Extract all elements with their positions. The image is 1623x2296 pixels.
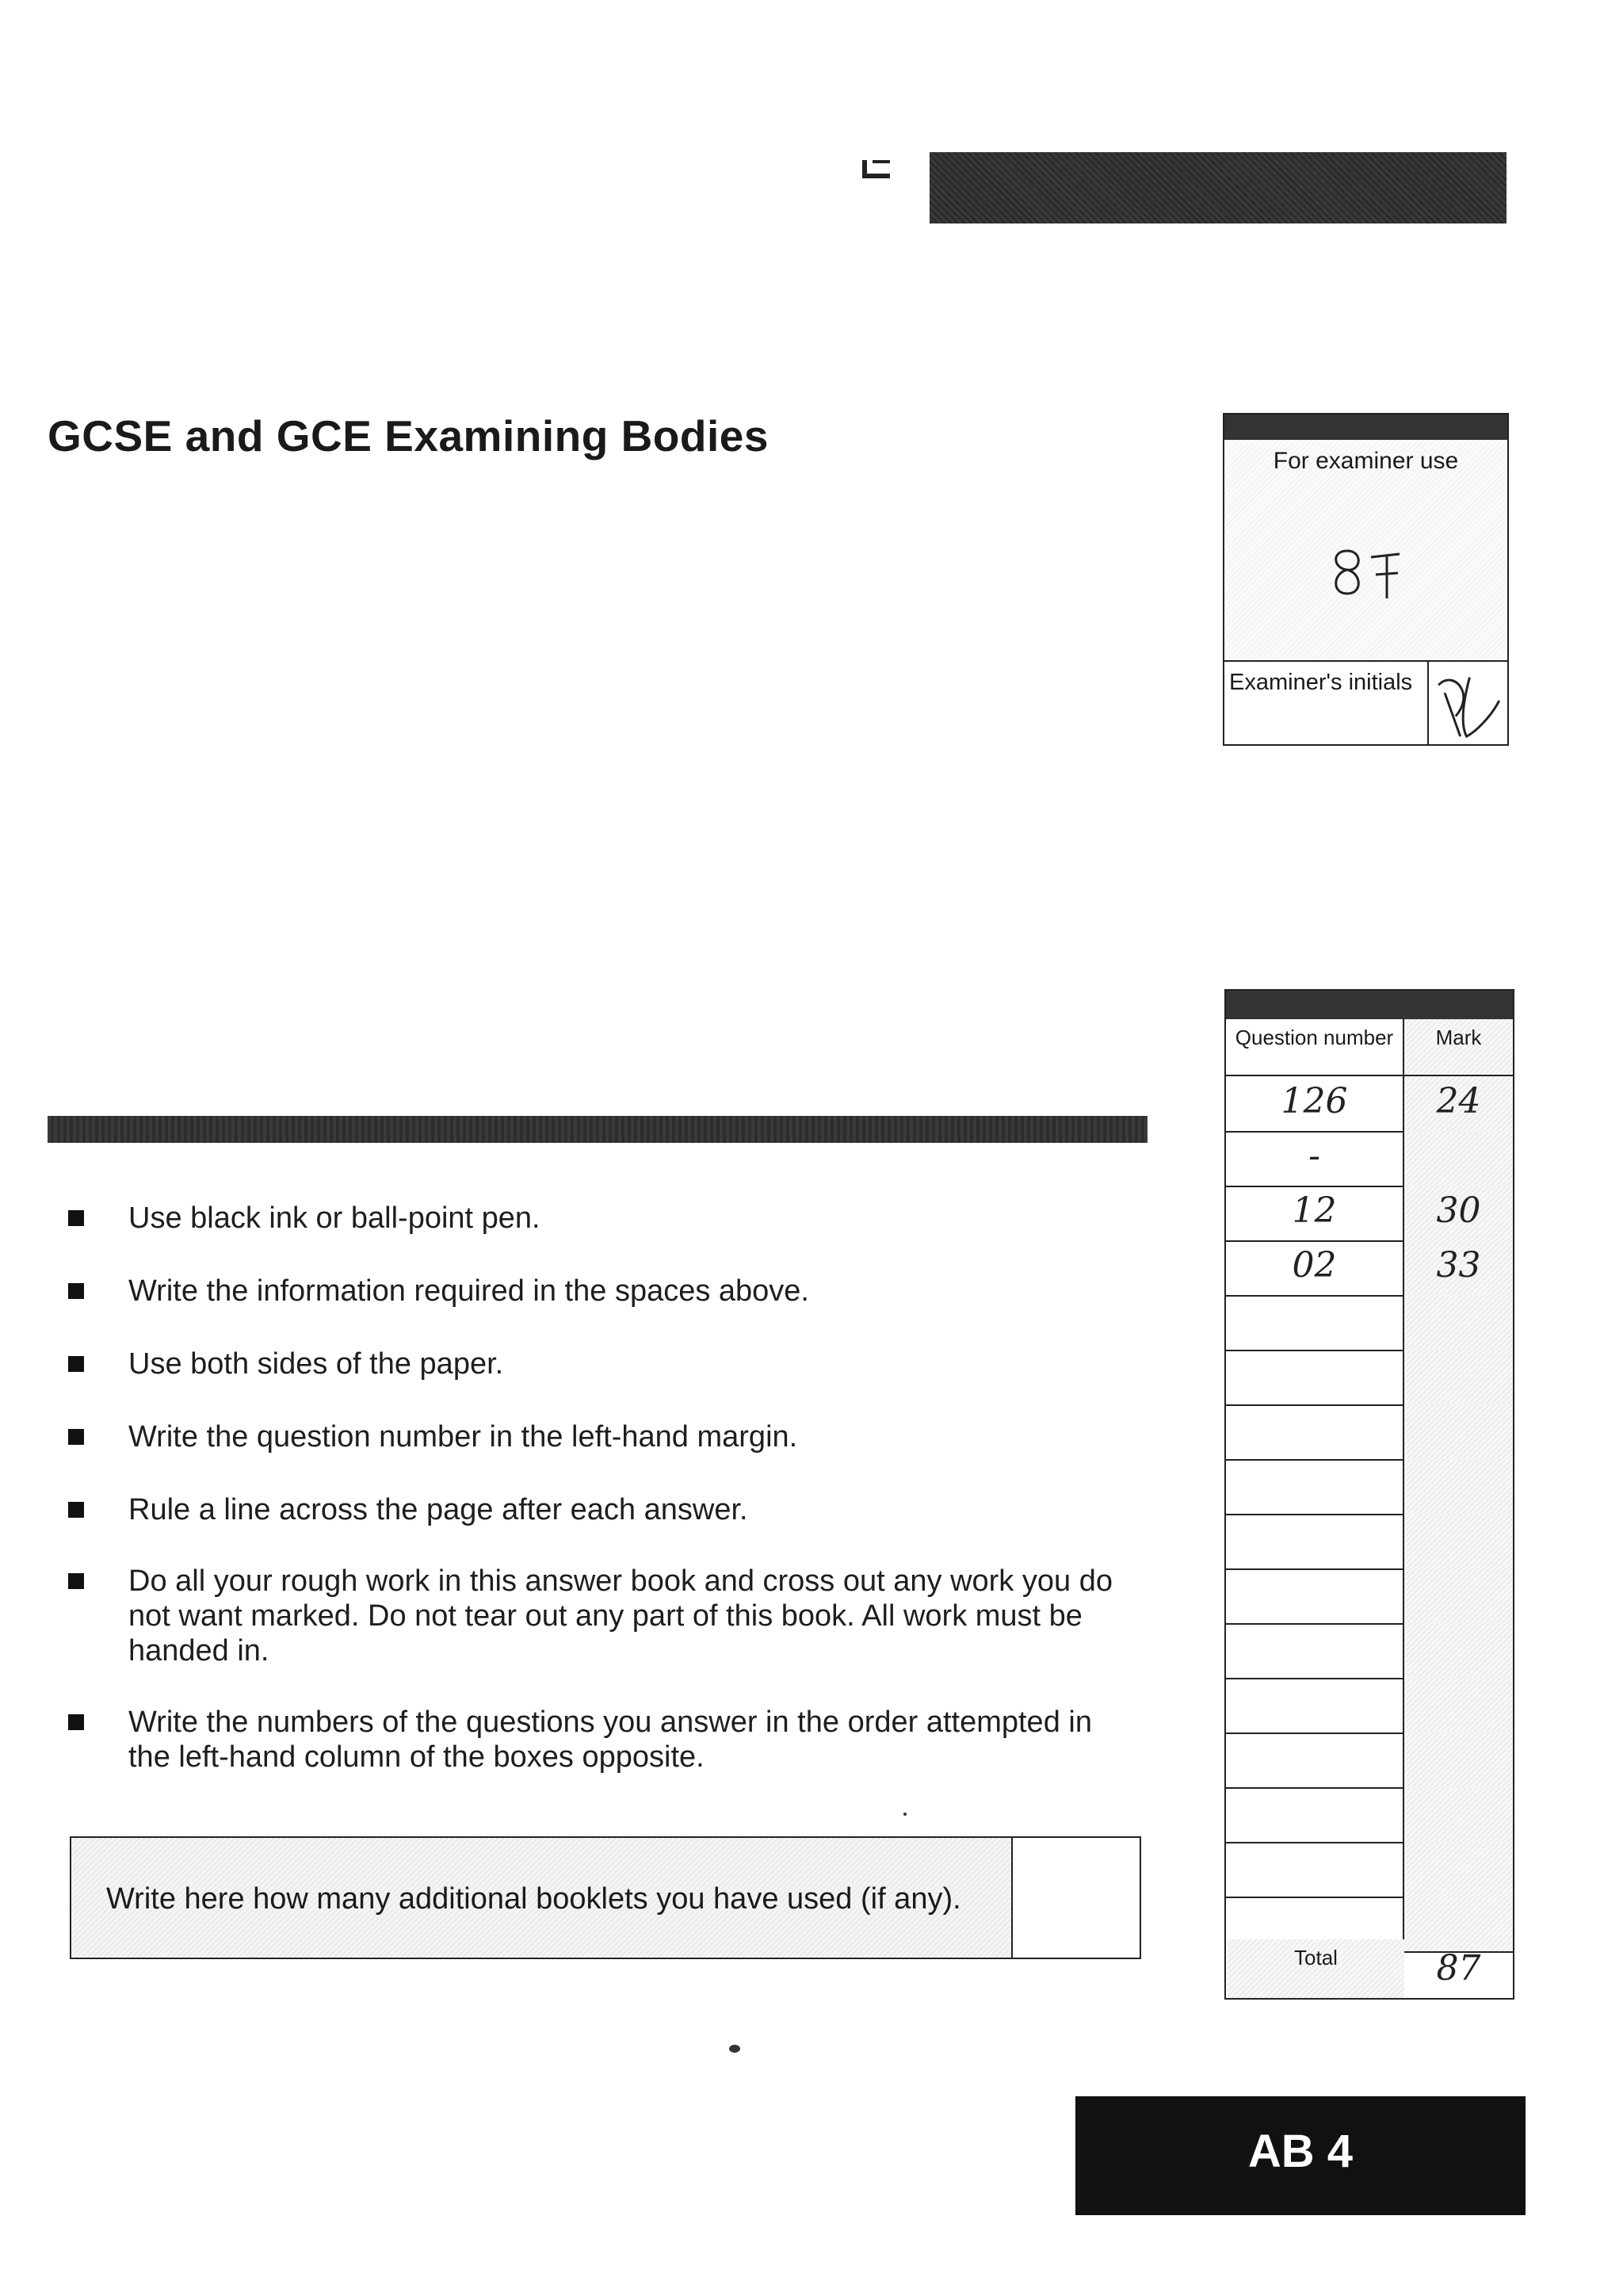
mark-cell[interactable]: 33 <box>1403 1240 1513 1295</box>
mark-cell[interactable]: 24 <box>1403 1076 1513 1131</box>
instruction-text: Do all your rough work in this answer book and cross out any work you do not want marked. Do not tear out any part of this book. All work must be handed in. <box>128 1564 1113 1668</box>
marks-table-row <box>1226 1787 1513 1843</box>
question-number-cell[interactable]: 12 <box>1292 1190 1337 1231</box>
mark-cell[interactable] <box>1403 1568 1513 1623</box>
marks-table-row <box>1226 1240 1513 1297</box>
marks-table-row <box>1226 1842 1513 1898</box>
mark-header: Mark <box>1403 1019 1513 1075</box>
instruction-text: Use both sides of the paper. <box>128 1347 504 1381</box>
instruction-item <box>63 1705 1141 1775</box>
section-divider-bar <box>48 1116 1148 1143</box>
marks-table-row <box>1226 1459 1513 1515</box>
marks-table-row <box>1226 1295 1513 1351</box>
page-title: GCSE and GCE Examining Bodies <box>48 411 769 460</box>
question-number-cell[interactable]: - <box>1308 1136 1320 1176</box>
bullet-icon <box>68 1429 84 1445</box>
question-number-cell[interactable] <box>1226 1678 1403 1733</box>
question-number-cell[interactable] <box>1226 1404 1403 1459</box>
question-number-cell[interactable]: 02 <box>1292 1245 1337 1286</box>
mark-cell[interactable] <box>1403 1514 1513 1568</box>
booklet-code-badge: AB 4 <box>1075 2096 1526 2215</box>
mark-cell[interactable] <box>1403 1678 1513 1733</box>
bullet-icon <box>68 1210 84 1226</box>
marks-table-row <box>1226 1733 1513 1789</box>
instruction-item <box>63 1347 1141 1381</box>
bullet-icon <box>68 1714 84 1730</box>
examiner-use-label: For examiner use <box>1273 448 1459 474</box>
marks-table-header-row <box>1226 1019 1513 1076</box>
question-number-cell[interactable] <box>1226 1459 1403 1514</box>
question-number-cell[interactable] <box>1226 1350 1403 1404</box>
question-number-cell[interactable] <box>1226 1733 1403 1787</box>
mark-cell[interactable] <box>1403 1623 1513 1678</box>
total-value: 87 <box>1436 1948 1481 1988</box>
bullet-icon <box>68 1283 84 1299</box>
mark-cell[interactable] <box>1403 1350 1513 1404</box>
mark-cell[interactable] <box>1403 1131 1513 1186</box>
scan-speck <box>729 2045 740 2053</box>
examiner-box-header-bar <box>1224 415 1507 440</box>
instructions-list <box>63 1201 1141 1775</box>
question-number-cell[interactable]: 126 <box>1281 1081 1348 1121</box>
additional-booklets-label: Write here how many additional booklets you have used (if any). <box>106 1882 961 1916</box>
examiner-initials-row <box>1224 660 1507 744</box>
examiner-use-box <box>1223 413 1509 746</box>
question-marks-table <box>1224 989 1514 2000</box>
total-cell <box>1294 1939 1513 1998</box>
mark-cell[interactable] <box>1403 1733 1513 1787</box>
mark-cell[interactable] <box>1403 1459 1513 1514</box>
question-number-cell[interactable] <box>1226 1514 1403 1568</box>
question-number-cell[interactable] <box>1226 1568 1403 1623</box>
additional-booklets-box <box>70 1836 1141 1959</box>
instruction-item <box>63 1492 1141 1527</box>
additional-booklets-input[interactable] <box>1011 1838 1140 1958</box>
marks-table-row <box>1226 1076 1513 1133</box>
instruction-text: Write the question number in the left-hand margin. <box>128 1420 798 1454</box>
marks-table-row <box>1226 1404 1513 1461</box>
marks-table-total-row <box>1226 1939 1513 1998</box>
question-number-cell[interactable] <box>1226 1842 1403 1897</box>
question-number-cell[interactable] <box>1226 1623 1403 1678</box>
question-number-cell[interactable] <box>1226 1295 1403 1350</box>
marks-table-row <box>1226 1186 1513 1242</box>
examiner-initials-signature <box>1427 662 1507 744</box>
marks-table-row <box>1226 1568 1513 1625</box>
marks-table-row <box>1226 1678 1513 1734</box>
marks-table-row <box>1226 1131 1513 1187</box>
mark-cell[interactable]: 30 <box>1403 1186 1513 1240</box>
instruction-item <box>63 1564 1141 1668</box>
bullet-icon <box>68 1573 84 1589</box>
instruction-item <box>63 1201 1141 1236</box>
bullet-icon <box>68 1356 84 1372</box>
instruction-text: Rule a line across the page after each answer. <box>128 1493 748 1526</box>
marks-table-header-bar <box>1226 991 1513 1019</box>
scan-speck <box>903 1813 907 1816</box>
question-number-header: Question number <box>1235 1026 1394 1049</box>
instruction-text: Use black ink or ball-point pen. <box>128 1201 540 1235</box>
printer-mark-icon <box>861 157 893 179</box>
instruction-text: Write the numbers of the questions you answer in the order attempted in the left-hand column of the boxes opposite. <box>128 1706 1092 1774</box>
mark-cell[interactable] <box>1403 1842 1513 1897</box>
question-number-cell[interactable] <box>1226 1787 1403 1842</box>
instruction-item <box>63 1274 1141 1308</box>
examiner-score-handwritten <box>1323 527 1411 614</box>
examiner-initials-label: Examiner's initials <box>1229 670 1413 695</box>
instruction-item <box>63 1419 1141 1454</box>
mark-cell[interactable] <box>1403 1404 1513 1459</box>
header-black-bar <box>930 152 1507 223</box>
mark-cell[interactable] <box>1403 1787 1513 1842</box>
mark-cell[interactable] <box>1403 1295 1513 1350</box>
total-label: Total <box>1228 1939 1404 1998</box>
marks-table-row <box>1226 1623 1513 1679</box>
instruction-text: Write the information required in the spaces above. <box>128 1274 809 1308</box>
bullet-icon <box>68 1502 84 1518</box>
marks-table-row <box>1226 1514 1513 1570</box>
marks-table-row <box>1226 1350 1513 1406</box>
